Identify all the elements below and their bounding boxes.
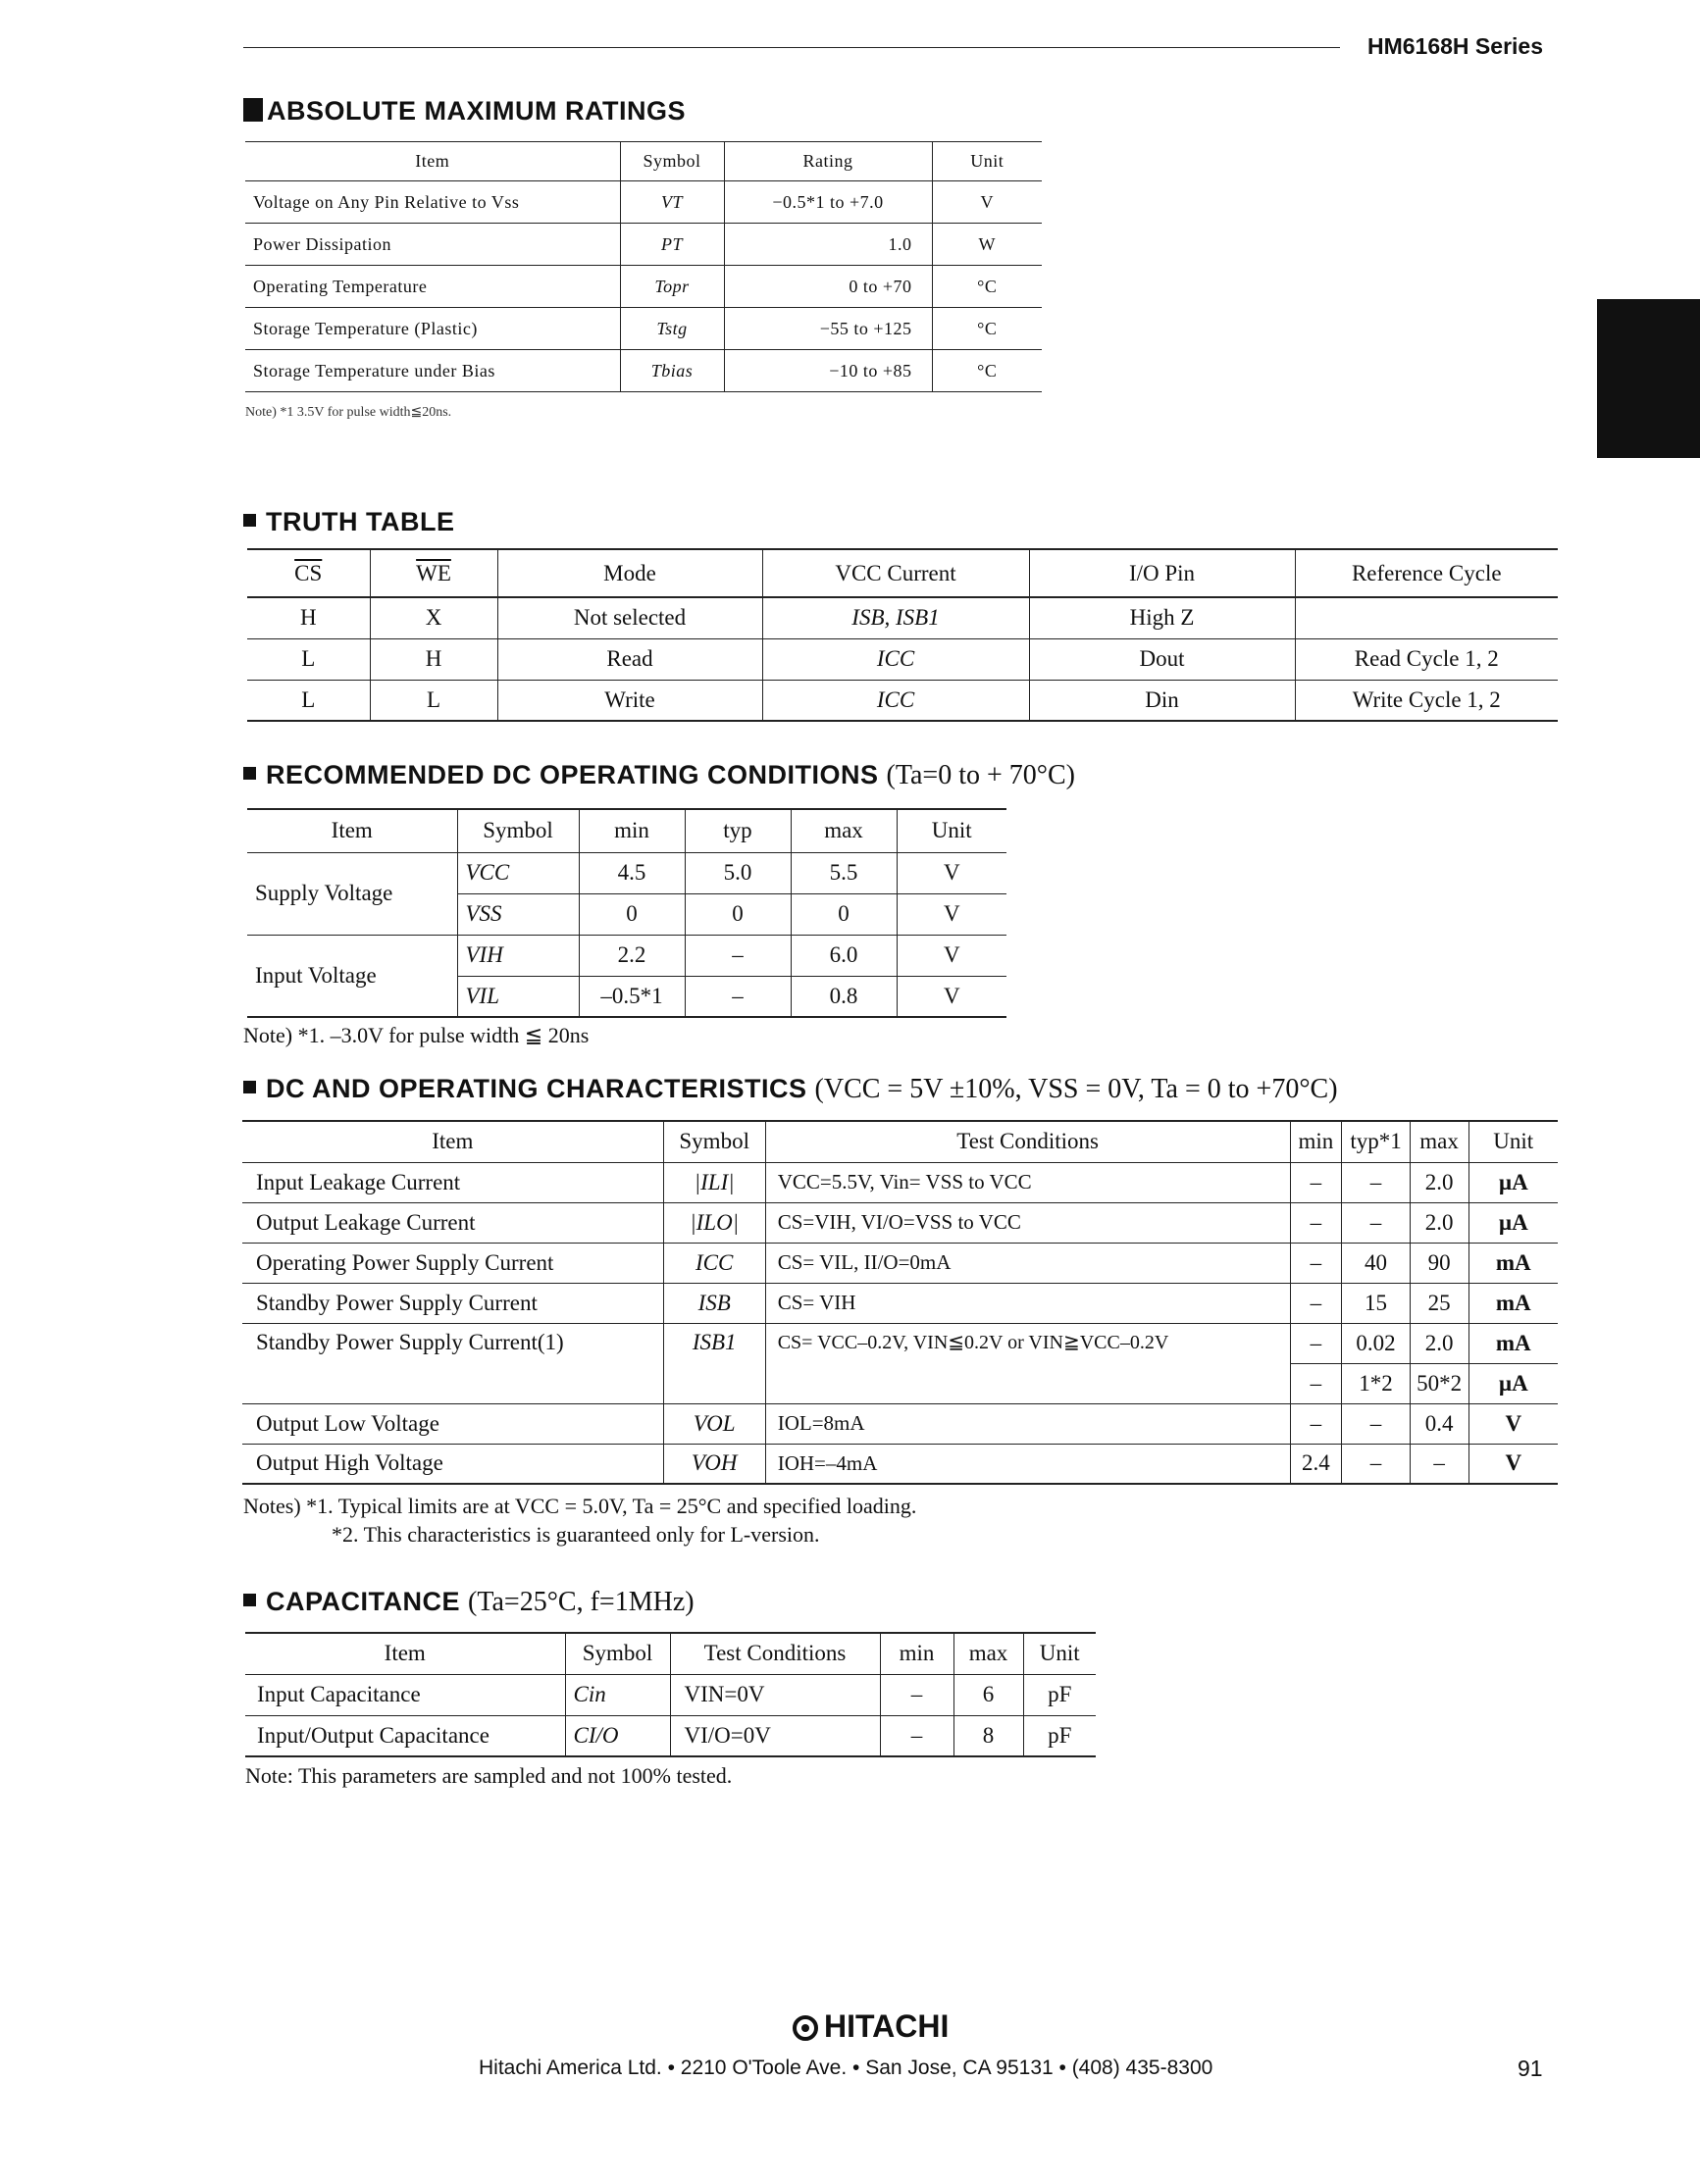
table-row [247, 638, 1558, 680]
table-row [242, 1283, 1558, 1323]
col-header: Unit [931, 818, 972, 843]
table-row [245, 181, 1042, 224]
cell-item: Supply Voltage [247, 852, 457, 935]
table-row [242, 1444, 1558, 1484]
col-header: VCC Current [762, 549, 1029, 597]
cell-conditions: VI/O=0V [670, 1715, 880, 1756]
col-header: typ*1 [1342, 1121, 1410, 1162]
col-header: Symbol [565, 1633, 670, 1674]
cell-typ: 40 [1342, 1243, 1410, 1283]
col-header: Unit [970, 151, 1005, 171]
hitachi-logo [793, 2008, 949, 2045]
col-header: Item [245, 142, 620, 181]
cell-unit: °C [977, 318, 998, 338]
page-number: 91 [1518, 2056, 1543, 2081]
cell-item: Input Voltage [247, 935, 457, 1017]
cell-conditions: CS= VCC–0.2V, VIN≦0.2V or VIN≧VCC–0.2V [765, 1323, 1290, 1403]
cell: L [247, 638, 370, 680]
cell-unit: V [1505, 1410, 1522, 1436]
cell [1295, 597, 1558, 638]
cell-symbol: VIL [457, 976, 579, 1017]
cell: L [247, 680, 370, 721]
table-row [247, 680, 1558, 721]
cell-min: 4.5 [579, 852, 685, 893]
dc-characteristics-condition: (VCC = 5V ±10%, VSS = 0V, Ta = 0 to +70°C) [814, 1074, 1338, 1104]
cell-symbol: PT [620, 224, 724, 266]
col-header: Test Conditions [670, 1633, 880, 1674]
cell-conditions: IOH=–4mA [765, 1444, 1290, 1484]
cell-min: – [1290, 1363, 1342, 1403]
cell-item: Standby Power Supply Current(1) [242, 1323, 663, 1403]
cell-symbol: VOH [663, 1444, 765, 1484]
bullet-icon [243, 1081, 256, 1093]
cell-typ: – [1342, 1202, 1410, 1243]
cell-unit: V [943, 860, 960, 885]
cell-max: 0.8 [791, 976, 897, 1017]
col-header: max [791, 809, 897, 852]
cell-max: 0 [791, 893, 897, 935]
cell-min: 0 [579, 893, 685, 935]
cell-item: Input/Output Capacitance [245, 1715, 565, 1756]
col-header: Reference Cycle [1351, 560, 1502, 585]
cell-item: Operating Power Supply Current [242, 1243, 663, 1283]
capacitance-condition: (Ta=25°C, f=1MHz) [468, 1587, 695, 1617]
cell-symbol: |ILO| [663, 1202, 765, 1243]
cell-min: 2.4 [1290, 1444, 1342, 1484]
hitachi-logo-icon [793, 2015, 818, 2041]
cell: Write [497, 680, 762, 721]
cell-max: 2.0 [1410, 1162, 1468, 1202]
section-tab-marker [1597, 299, 1700, 458]
col-header: Mode [497, 549, 762, 597]
cell-rating: 1.0 [724, 224, 932, 266]
recommended-dc-title: RECOMMENDED DC OPERATING CONDITIONS (Ta=0 to + 70°C) [243, 760, 1075, 791]
cell-item: Storage Temperature (Plastic) [245, 308, 620, 350]
cell-symbol: VT [620, 181, 724, 224]
cell-conditions: IOL=8mA [765, 1403, 1290, 1444]
cell: ISB, ISB1 [762, 597, 1029, 638]
truth-table [247, 548, 1558, 722]
cell: Din [1029, 680, 1295, 721]
cell-conditions: CS= VIL, II/O=0mA [765, 1243, 1290, 1283]
col-header-cs: $\overline{CS}$ [247, 549, 370, 597]
cell-max: 6 [953, 1674, 1023, 1715]
table-row [242, 1323, 1558, 1363]
recommended-dc-condition: (Ta=0 to + 70°C) [886, 760, 1075, 790]
cell-unit: µA [1498, 1370, 1528, 1396]
dc-characteristics-note-1: Notes) *1. Typical limits are at VCC = 5.0V, Ta = 25°C and specified loading. [243, 1494, 917, 1518]
cell-max: 50*2 [1410, 1363, 1468, 1403]
cell-max: 25 [1410, 1283, 1468, 1323]
col-header: Item [242, 1121, 663, 1162]
cell-min: – [1290, 1283, 1342, 1323]
cell: Read [497, 638, 762, 680]
cell-symbol: VSS [457, 893, 579, 935]
cell-symbol: VCC [457, 852, 579, 893]
cell-typ: 0.02 [1342, 1323, 1410, 1363]
cell-symbol: |ILI| [663, 1162, 765, 1202]
cell-unit: mA [1495, 1330, 1531, 1355]
col-header: Test Conditions [765, 1121, 1290, 1162]
cell-typ: 1*2 [1342, 1363, 1410, 1403]
cell-item: Output Leakage Current [242, 1202, 663, 1243]
col-header: Symbol [663, 1121, 765, 1162]
cell-symbol: ICC [663, 1243, 765, 1283]
cell-min: 2.2 [579, 935, 685, 976]
col-header: I/O Pin [1029, 549, 1295, 597]
cell: H [370, 638, 497, 680]
footer-address: Hitachi America Ltd. • 2210 O'Toole Ave. • San Jose, CA 95131 • (408) 435-8300 [479, 2057, 1213, 2079]
cell-conditions: CS=VIH, VI/O=VSS to VCC [765, 1202, 1290, 1243]
cell: High Z [1029, 597, 1295, 638]
cell-unit: °C [977, 276, 998, 296]
cell-unit: V [943, 942, 960, 967]
bullet-icon [243, 98, 263, 122]
col-header: Item [245, 1633, 565, 1674]
cell-unit: mA [1495, 1290, 1531, 1315]
col-header: min [1290, 1121, 1342, 1162]
cell: Not selected [497, 597, 762, 638]
cell-max: 2.0 [1410, 1323, 1468, 1363]
cell-item: Input Leakage Current [242, 1162, 663, 1202]
cell-item: Voltage on Any Pin Relative to Vss [245, 181, 620, 224]
header-series-title: HM6168H Series [1367, 33, 1543, 59]
table-row [245, 1674, 1096, 1715]
cell-symbol: Tstg [620, 308, 724, 350]
dc-characteristics-title: DC AND OPERATING CHARACTERISTICS (VCC = 5V ±10%, VSS = 0V, Ta = 0 to +70°C) [243, 1074, 1338, 1105]
cell: Write Cycle 1, 2 [1352, 686, 1501, 712]
cell-item: Operating Temperature [245, 266, 620, 308]
col-header: max [953, 1633, 1023, 1674]
dc-characteristics-note-2: *2. This characteristics is guaranteed only for L-version. [332, 1522, 820, 1547]
cell-conditions: VCC=5.5V, Vin= VSS to VCC [765, 1162, 1290, 1202]
cell-symbol: ISB [663, 1283, 765, 1323]
col-header: Unit [1493, 1129, 1534, 1154]
table-row [245, 308, 1042, 350]
truth-table-title: TRUTH TABLE [243, 507, 454, 537]
col-header-we: $\overline{WE}$ [370, 549, 497, 597]
cell-rating: −55 to +125 [724, 308, 932, 350]
col-header: min [579, 809, 685, 852]
cell-rating: −0.5*1 to +7.0 [724, 181, 932, 224]
bullet-icon [243, 767, 256, 780]
cell-item: Input Capacitance [245, 1674, 565, 1715]
cell-typ: – [685, 935, 791, 976]
cell: ICC [762, 638, 1029, 680]
capacitance-title: CAPACITANCE (Ta=25°C, f=1MHz) [243, 1587, 695, 1618]
bullet-icon [243, 1594, 256, 1606]
cell-max: 2.0 [1410, 1202, 1468, 1243]
col-header: Rating [724, 142, 932, 181]
cell-unit: µA [1498, 1209, 1528, 1235]
table-row [247, 935, 1006, 976]
col-header: Symbol [457, 809, 579, 852]
cell-typ: 5.0 [685, 852, 791, 893]
cell-symbol: CI/O [565, 1715, 670, 1756]
cell-rating: 0 to +70 [724, 266, 932, 308]
cell-max: 6.0 [791, 935, 897, 976]
cell-symbol: Tbias [620, 350, 724, 392]
col-header: max [1410, 1121, 1468, 1162]
cell-unit: pF [1048, 1682, 1072, 1706]
cell-unit: V [1505, 1450, 1522, 1476]
cell: Read Cycle 1, 2 [1354, 646, 1499, 671]
cell-rating: −10 to +85 [724, 350, 932, 392]
cell-typ: 15 [1342, 1283, 1410, 1323]
col-header: typ [685, 809, 791, 852]
cell-symbol: VOL [663, 1403, 765, 1444]
cell-typ: – [1342, 1444, 1410, 1484]
cell-typ: – [685, 976, 791, 1017]
cell-min: – [1290, 1243, 1342, 1283]
cell-symbol: Topr [620, 266, 724, 308]
table-row [242, 1243, 1558, 1283]
cell-max: 5.5 [791, 852, 897, 893]
cell-symbol: VIH [457, 935, 579, 976]
table-row [245, 266, 1042, 308]
cell-max: 0.4 [1410, 1403, 1468, 1444]
header-rule [243, 47, 1340, 48]
cell: Dout [1029, 638, 1295, 680]
table-row [245, 350, 1042, 392]
col-header: Symbol [620, 142, 724, 181]
col-header: Item [247, 809, 457, 852]
cell-unit: µA [1498, 1169, 1528, 1194]
cell-item: Standby Power Supply Current [242, 1283, 663, 1323]
cell-typ: – [1342, 1403, 1410, 1444]
brand-name: HITACHI [824, 2008, 950, 2044]
cell-min: – [1290, 1202, 1342, 1243]
cell-item: Storage Temperature under Bias [245, 350, 620, 392]
table-row [242, 1202, 1558, 1243]
cell-item: Output High Voltage [242, 1444, 663, 1484]
cell-conditions: VIN=0V [670, 1674, 880, 1715]
cell: X [370, 597, 497, 638]
cell-unit: V [980, 191, 994, 212]
cell-min: – [880, 1674, 953, 1715]
cell: H [247, 597, 370, 638]
absolute-max-note: Note) *1 3.5V for pulse width≦20ns. [245, 405, 452, 420]
cell-symbol: Cin [565, 1674, 670, 1715]
cell-max: – [1410, 1444, 1468, 1484]
cell-conditions: CS= VIH [765, 1283, 1290, 1323]
cell-typ: 0 [685, 893, 791, 935]
capacitance-table [245, 1632, 1096, 1757]
cell-min: – [880, 1715, 953, 1756]
cell: ICC [762, 680, 1029, 721]
cell: L [370, 680, 497, 721]
dc-characteristics-table [242, 1120, 1558, 1485]
cell-max: 8 [953, 1715, 1023, 1756]
cell-unit: W [978, 233, 996, 254]
cell-unit: pF [1048, 1722, 1072, 1748]
table-row [242, 1403, 1558, 1444]
bullet-icon [243, 514, 256, 527]
cell-min: – [1290, 1323, 1342, 1363]
cell-min: – [1290, 1403, 1342, 1444]
table-row [245, 224, 1042, 266]
table-row [247, 597, 1558, 638]
cell-symbol: ISB1 [663, 1323, 765, 1403]
col-header: min [880, 1633, 953, 1674]
recommended-dc-table [247, 808, 1006, 1018]
absolute-max-table [245, 141, 1042, 392]
cell-typ: – [1342, 1162, 1410, 1202]
recommended-dc-note: Note) *1. –3.0V for pulse width ≦ 20ns [243, 1023, 590, 1047]
absolute-max-title: ABSOLUTE MAXIMUM RATINGS [243, 96, 686, 127]
cell-unit: V [943, 983, 960, 1008]
cell-item: Power Dissipation [245, 224, 620, 266]
cell-min: – [1290, 1162, 1342, 1202]
col-header: Unit [1039, 1641, 1080, 1666]
cell-min: –0.5*1 [579, 976, 685, 1017]
cell-unit: V [943, 901, 960, 926]
cell-unit: mA [1495, 1249, 1531, 1275]
cell-item: Output Low Voltage [242, 1403, 663, 1444]
table-row [245, 1715, 1096, 1756]
cell-unit: °C [977, 360, 998, 381]
table-row [242, 1162, 1558, 1202]
table-row [247, 852, 1006, 893]
cell-max: 90 [1410, 1243, 1468, 1283]
capacitance-note: Note: This parameters are sampled and not 100% tested. [245, 1763, 733, 1788]
